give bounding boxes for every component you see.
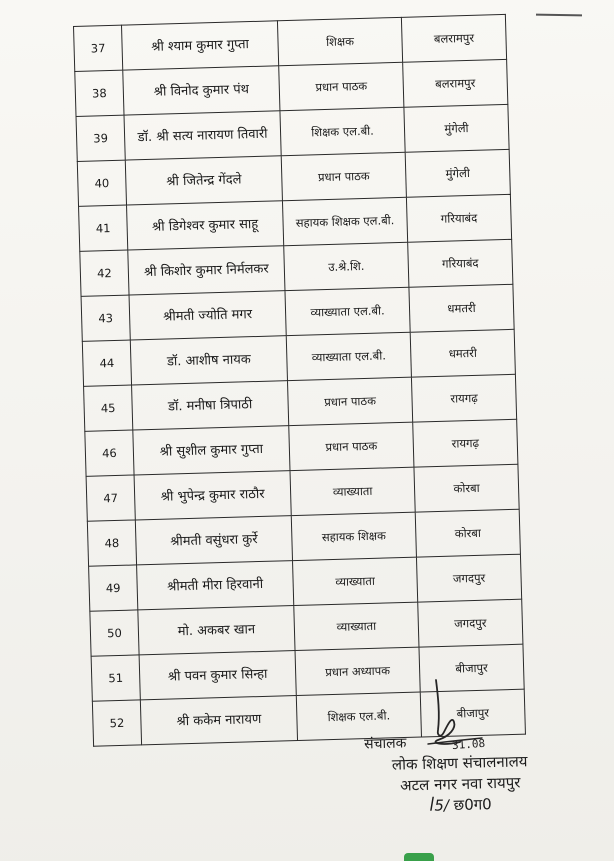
serial-number: 41 [79, 205, 128, 251]
district: रायगढ़ [413, 419, 518, 467]
officer-name: श्रीमती ज्योति मगर [129, 291, 286, 340]
table-body [74, 14, 526, 746]
officer-name: श्रीमती मीरा हिरवानी [137, 561, 294, 610]
designation: शिक्षक एल.बी. [296, 692, 421, 740]
officer-name: श्री जितेन्द्र गेंदले [125, 156, 282, 205]
district: मुंगेली [405, 149, 510, 197]
officer-name: डॉ. श्री सत्य नारायण तिवारी [124, 111, 281, 160]
officer-name: श्री ककेम नारायण [140, 696, 297, 745]
officer-name: डॉ. मनीषा त्रिपाठी [132, 381, 289, 430]
slash-mark: ꟾ5/ [429, 796, 454, 815]
designation: व्याख्याता [293, 557, 418, 605]
district: मुंगेली [404, 104, 509, 152]
officer-name: श्री श्याम कुमार गुप्ता [121, 21, 278, 70]
district: बीजापुर [420, 689, 525, 737]
designation: प्रधान अध्यापक [295, 647, 420, 695]
officer-name: श्री किशोर कुमार निर्मलकर [128, 246, 285, 295]
office-name: लोक शिक्षण संचालनालय [391, 752, 528, 774]
district: बलरामपुर [401, 14, 506, 62]
serial-number: 37 [74, 25, 123, 71]
handwritten-number: 31.08 [451, 736, 486, 753]
pen-mark [536, 14, 582, 17]
designation: सहायक शिक्षक [291, 512, 416, 560]
serial-number: 45 [84, 385, 133, 431]
serial-number: 52 [92, 700, 141, 746]
designation: सहायक शिक्षक एल.बी. [282, 197, 407, 245]
designation: प्रधान पाठक [289, 422, 414, 470]
designation: व्याख्याता [294, 602, 419, 650]
state-label: छ0ग0 [453, 795, 492, 815]
officer-name: श्री विनोद कुमार पंथ [123, 66, 280, 115]
designation: प्रधान पाठक [287, 377, 412, 425]
designation: प्रधान पाठक [281, 152, 406, 200]
serial-number: 49 [89, 565, 138, 611]
designation: व्याख्याता एल.बी. [285, 287, 410, 335]
designation: शिक्षक एल.बी. [280, 107, 405, 155]
district: बलरामपुर [403, 59, 508, 107]
officer-name: श्री सुशील कुमार गुप्ता [133, 426, 290, 475]
designation: उ.श्रे.शि. [284, 242, 409, 290]
district: रायगढ़ [411, 374, 516, 422]
office-address: अटल नगर नवा रायपुर [399, 773, 521, 795]
district: कोरबा [414, 464, 519, 512]
officer-list-table [73, 14, 526, 747]
officer-name: मो. अकबर खान [138, 606, 295, 655]
serial-number: 46 [85, 430, 134, 476]
serial-number: 47 [86, 475, 135, 521]
designation: व्याख्याता [290, 467, 415, 515]
district: धमतरी [410, 329, 515, 377]
district: गरियाबंद [408, 239, 513, 287]
signatory-title: संचालक [363, 735, 407, 753]
district: कोरबा [415, 509, 520, 557]
designation: शिक्षक [277, 17, 402, 65]
district: बीजापुर [419, 644, 524, 692]
serial-number: 38 [75, 70, 124, 116]
serial-number: 44 [82, 340, 131, 386]
serial-number: 42 [80, 250, 129, 296]
green-ink-mark [404, 853, 434, 861]
serial-number: 51 [91, 655, 140, 701]
officer-name: डॉ. आशीष नायक [130, 336, 287, 385]
district: जगदपुर [416, 554, 521, 602]
serial-number: 39 [76, 115, 125, 161]
officer-name: श्री पवन कुमार सिन्हा [139, 651, 296, 700]
designation: व्याख्याता एल.बी. [286, 332, 411, 380]
district: जगदपुर [418, 599, 523, 647]
officer-name: श्रीमती वसुंधरा कुर्रे [135, 516, 292, 565]
officer-name: श्री डिगेश्वर कुमार साहू [127, 201, 284, 250]
serial-number: 40 [77, 160, 126, 206]
signature-block [334, 729, 586, 820]
serial-number: 43 [81, 295, 130, 341]
district: धमतरी [409, 284, 514, 332]
designation: प्रधान पाठक [279, 62, 404, 110]
officer-name: श्री भुपेन्द्र कुमार राठौर [134, 471, 291, 520]
district: गरियाबंद [406, 194, 511, 242]
serial-number: 50 [90, 610, 139, 656]
serial-number: 48 [87, 520, 136, 566]
